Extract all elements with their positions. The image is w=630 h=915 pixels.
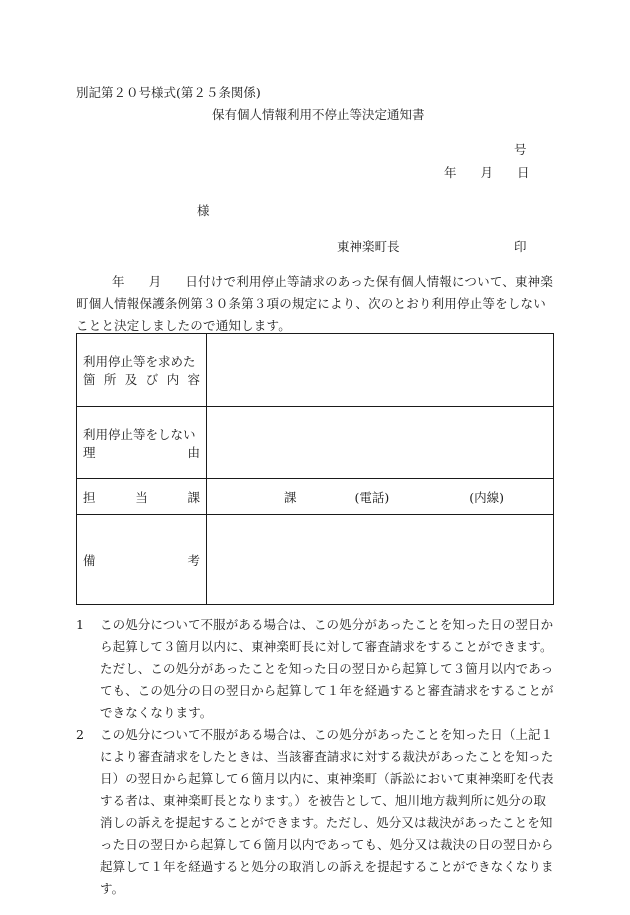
requested-items-value[interactable] <box>207 334 554 407</box>
table-row <box>77 515 554 605</box>
note-item <box>76 614 554 724</box>
body-year: 年 <box>112 274 125 289</box>
date-day: 日 <box>517 165 530 180</box>
issue-date <box>444 163 530 181</box>
table-row <box>77 479 554 515</box>
notes-list <box>76 614 554 900</box>
row-label-department: 担 当 課 <box>77 479 207 515</box>
document-number-label: 号 <box>514 142 527 157</box>
remarks-value[interactable] <box>207 515 554 605</box>
label-line: 利用停止等を求めた <box>83 354 196 369</box>
phone-label: (電話) <box>354 489 390 505</box>
label-line: 箇 所 及 び 内 容 <box>83 372 200 387</box>
label-line: 利用停止等をしない <box>83 426 196 442</box>
seal-mark: 印 <box>514 239 527 254</box>
note-text: この処分について不服がある場合は、この処分があったことを知った日（上記１により審査請求をしたときは、当該審査請求に対する裁決があったことを知った日）の翌日から起算して６箇月以内に、東神楽町（訴訟において東神楽町を代表する者は、東神楽町長となります。）を被告として、旭川地方裁判所に処分の取消しの訴えを提起することができます。ただし、処分又は裁決があったことを知った日の翌日から起算して６箇月以内であっても、処分又は裁決の日の翌日から起算して１年を経過すると処分の取消しの訴えを提起することができなくなります。 <box>100 727 554 896</box>
row-label-reason <box>77 407 207 479</box>
table-row <box>77 407 554 479</box>
date-year: 年 <box>444 165 457 180</box>
body-month: 月 <box>148 274 162 289</box>
department-ka: 課 <box>284 489 297 505</box>
row-label-remarks: 備 考 <box>77 515 207 605</box>
department-contact[interactable] <box>207 479 554 515</box>
body-text: 日付けで利用停止等請求のあった保有個人情報について、東神楽町個人情報保護条例第３０条第３項の規定により、次のとおり利用停止等をしないことと決定しましたので通知します。 <box>76 274 554 333</box>
document-title: 保有個人情報利用不停止等決定通知書 <box>212 107 425 122</box>
table-row <box>77 334 554 407</box>
date-month: 月 <box>480 165 494 180</box>
info-table <box>76 333 554 605</box>
form-number: 別記第２０号様式(第２５条関係) <box>76 85 261 100</box>
issuer-name: 東神楽町長 <box>337 239 400 254</box>
row-label-requested-items <box>77 334 207 407</box>
note-number: 1 <box>76 617 84 632</box>
note-text: この処分について不服がある場合は、この処分があったことを知った日の翌日から起算して３箇月以内に、東神楽町長に対して審査請求をすることができます。ただし、この処分があったことを知った日の翌日から起算して３箇月以内であっても、この処分の日の翌日から起算して１年を経過すると審査請求をすることができなくなります。 <box>100 617 554 720</box>
note-item <box>76 724 554 900</box>
note-number: 2 <box>76 727 84 742</box>
addressee-suffix: 様 <box>197 203 210 218</box>
label-line: 理 由 <box>83 444 200 460</box>
notification-body <box>76 271 554 337</box>
reason-value[interactable] <box>207 407 554 479</box>
extension-label: (内線) <box>469 489 505 505</box>
